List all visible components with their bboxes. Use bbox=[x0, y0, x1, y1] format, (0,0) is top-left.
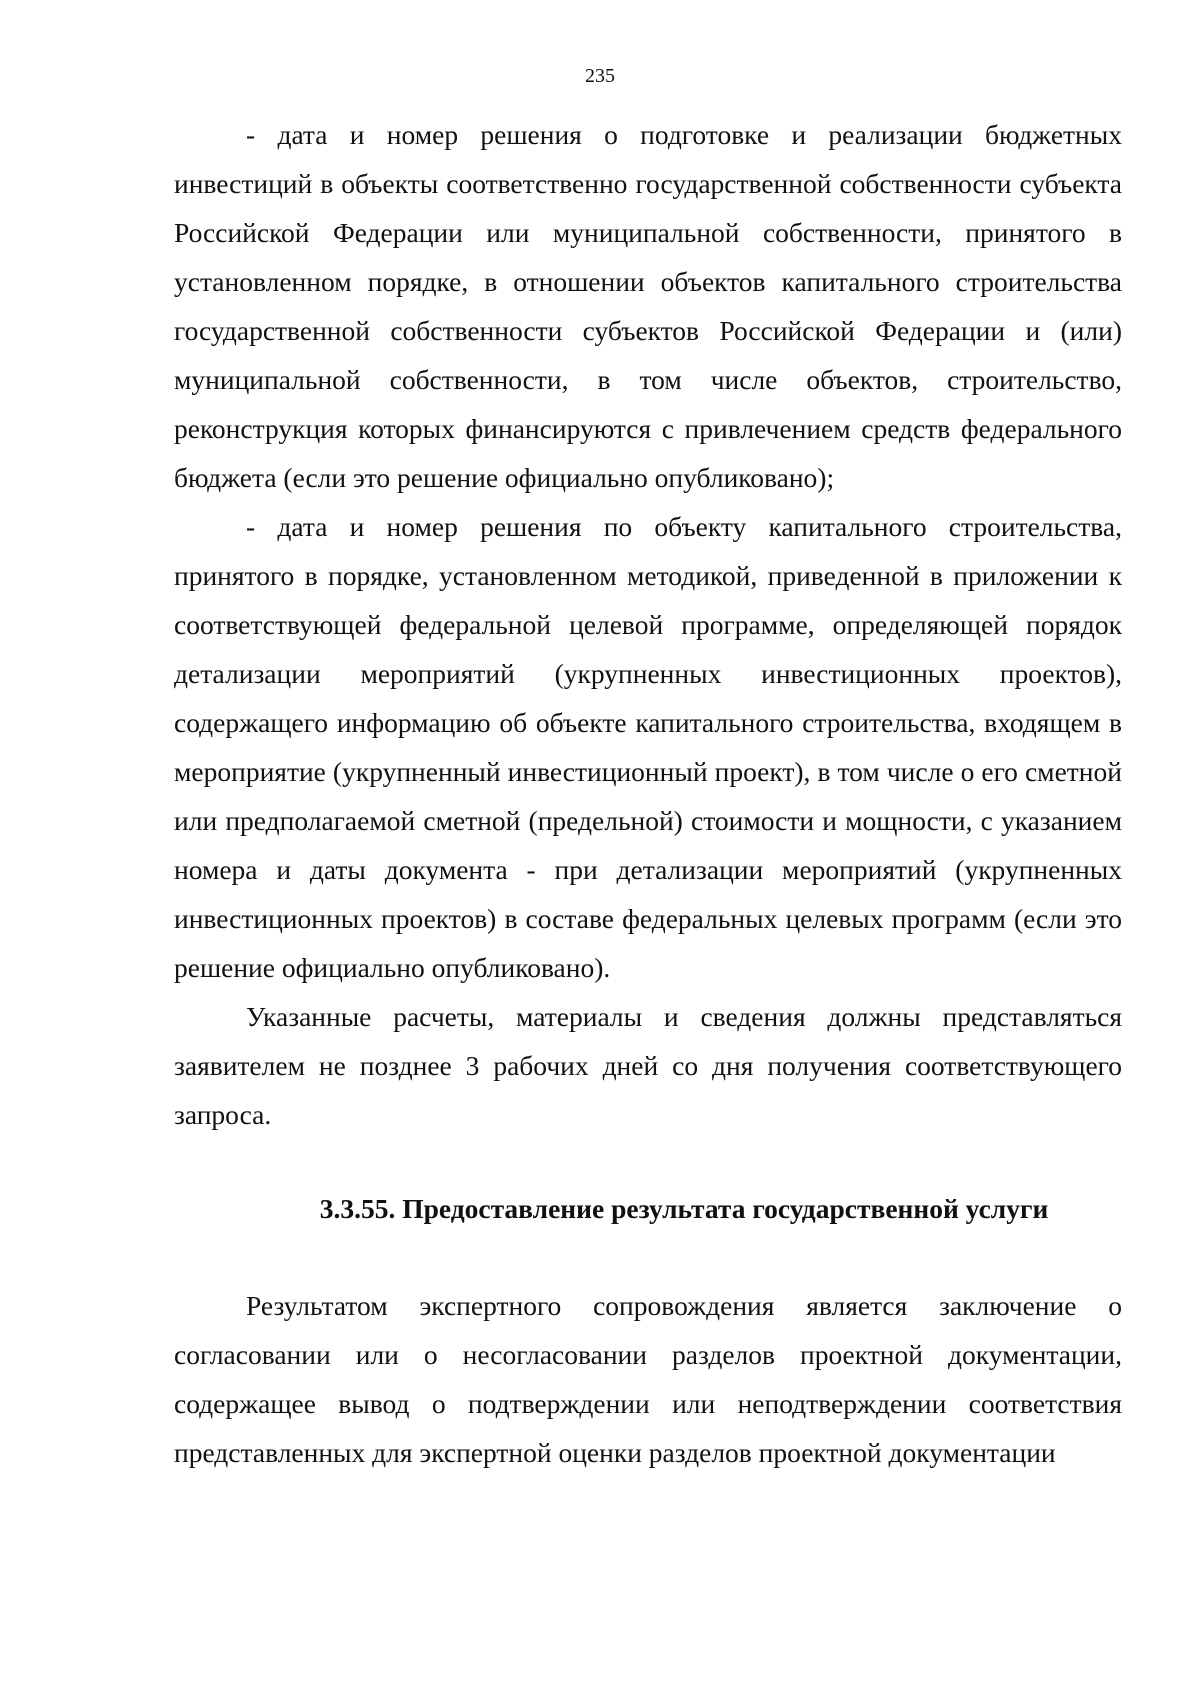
spacer bbox=[174, 1233, 1122, 1281]
section-heading: 3.3.55. Предоставление результата государственной услуги bbox=[319, 1193, 1049, 1224]
paragraph-submission-deadline: Указанные расчеты, материалы и сведения должны представляться заявителем не позднее 3 рабочих дней со дня получения соответствующего запроса. bbox=[174, 1001, 1122, 1130]
paragraph-capital-construction-decision: - дата и номер решения по объекту капитального строительства, принятого в порядке, установленном методикой, приведенной в приложении к соответствующей федеральной целевой программе, определяющей порядок детализации мероприятий (укрупненных инвестиционных проектов), содержащего информацию об объекте капитального строительства, входящем в мероприятие (укрупненный инвестиционный проект), в том числе о его сметной или предполагаемой сметной (предельной) стоимости и мощности, с указанием номера и даты документа - при детализации мероприятий (укрупненных инвестиционных проектов) в составе федеральных целевых программ (если это решение официально опубликовано). bbox=[174, 511, 1122, 983]
page-content bbox=[174, 110, 1122, 1477]
spacer bbox=[174, 1139, 1122, 1184]
page-number: 235 bbox=[585, 65, 615, 87]
paragraph-budget-investment-decision: - дата и номер решения о подготовке и реализации бюджетных инвестиций в объекты соответственно государственной собственности субъекта Российской Федерации или муниципальной собственности, принятого в установленном порядке, в отношении объектов капитального строительства государственной собственности субъектов Российской Федерации и (или) муниципальной собственности, в том числе объектов, строительство, реконструкция которых финансируются с привлечением средств федерального бюджета (если это решение официально опубликовано); bbox=[174, 119, 1122, 493]
paragraph-service-result: Результатом экспертного сопровождения является заключение о согласовании или о несогласовании разделов проектной документации, содержащее вывод о подтверждении или неподтверждении соответствия представленных для экспертной оценки разделов проектной документации bbox=[174, 1290, 1122, 1468]
